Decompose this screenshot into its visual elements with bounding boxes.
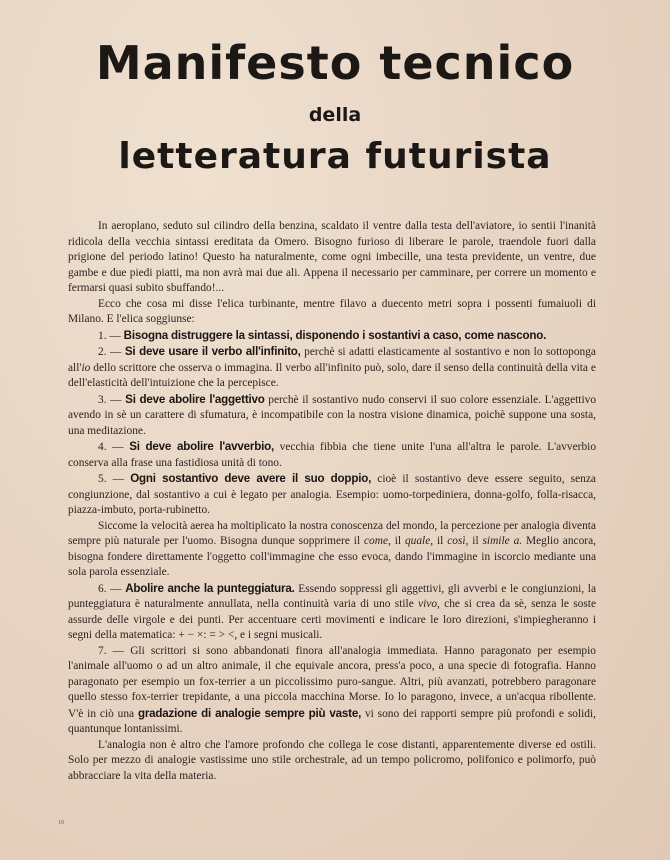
manifesto-body: [68, 219, 596, 784]
italic-run: simile a.: [482, 535, 523, 547]
paragraph-analogia: L'analogia non è altro che l'amore profondo che collega le cose distanti, apparentemente diverse ed ostili. Solo per mezzo di analogie vastissime uno stile orchestrale, ad un tempo policromo, polifonico e polimorfo, può abbracciare la vita della materia.: [68, 738, 596, 782]
rule-3: [68, 392, 596, 440]
rule-text: perchè si adatti elasticamente al sostantivo e non lo sottoponga all': [68, 346, 596, 374]
rule-text: Gli scrittori si sono abbandonati finora all'analogia immediata. Hanno paragonato per esempio l'animale all'uomo o ad un altro animale, il che equivale ancora, press'a poco, a una specie di fotografia. Hanno paragonato per esempio un fox-terrier a un piccolissimo puro-sangue. Altri, più avanzati, potrebbero paragonare quello stesso fox-terrier trepidante, a una piccola macchina Morse. Io lo paragono, invece, a un'acqua ribollente. V'è in ciò una: [68, 644, 596, 720]
rule-number: 2. —: [98, 346, 122, 358]
paragraph-intro: In aeroplano, seduto sul cilindro della benzina, scaldato il ventre dalla testa dell'aviatore, io sentii l'inanità ridicola della vecchia sintassi ereditata da Omero. Bisogno furioso di liberare le parole, traendole fuori dalla prigione del periodo latino! Questo ha naturalmente, come ogni imbecille, una testa previdente, un ventre, due gambe e due piedi piatti, ma non avrà mai due ali. Appena il necessario per camminare, per correre un momento e fermarsi quasi subito sbuffando!...: [68, 220, 596, 294]
rule-text: cioè il sostantivo deve essere seguito, senza congiunzione, dal sostantivo a cui è legato per analogia. Esempio: uomo-torpediniera, donna-golfo, folla-risacca, piazza-imbuto, porta-rubinetto.: [68, 473, 596, 516]
text-run: Siccome la velocità aerea ha moltiplicato la nostra conoscenza del mondo, la percezione per analogia diventa sempre più naturale per l'uomo. Bisogna dunque sopprimere il: [68, 519, 596, 547]
rule-7: [68, 644, 596, 738]
rule-heading: Si deve abolire l'aggettivo: [125, 392, 265, 406]
paragraph-elica: Ecco che cosa mi disse l'elica turbinante, mentre filavo a duecento metri sopra i possenti fumaiuoli di Milano. E l'elica soggiunse:: [68, 297, 596, 325]
rule-number: 6. —: [98, 582, 122, 595]
rule-heading: Si deve abolire l'avverbio,: [129, 440, 275, 453]
title-line-1: Manifesto tecnico: [95, 36, 575, 90]
rule-text: dello scrittore che osserva o immagina. Il verbo all'infinito può, solo, dare il senso della continuità della vita e dell'elasticità dell'intuizione che la percepisce.: [68, 361, 596, 389]
rule-number: 3. —: [98, 393, 122, 406]
text-run: Meglio ancora, bisogna fondere direttamente l'oggetto coll'immagine che esso evoca, dando l'immagine in iscorcio mediante una sola parola essenziale.: [68, 535, 596, 578]
rule-2: [68, 344, 596, 392]
rule-6: [68, 581, 596, 644]
rule-number: 5. —: [98, 473, 125, 485]
rule-text: che si crea da sè, senza le soste assurde delle virgole e dei punti. Per accentuare certi movimenti e indicare le loro direzioni, s'impiegheranno i segni della matematica: + − ×: = > <, e i segni musicali.: [68, 598, 596, 641]
rule-text: vecchia fibbia che tiene unite l'una all'altra le parole. L'avverbio conserva alla frase una fastidiosa unità di tono.: [68, 441, 597, 469]
rule-text: vi sono dei rapporti sempre più profondi e solidi, quantunque lontanissimi.: [68, 707, 596, 735]
rule-number: 1. —: [98, 329, 121, 342]
title-line-2: della: [308, 104, 362, 126]
rule-heading: Ogni sostantivo deve avere il suo doppio,: [130, 472, 372, 485]
footer-mark: 10: [58, 820, 64, 826]
paragraph-velocita: [68, 519, 596, 581]
rule-1: [68, 328, 596, 345]
rule-5: [68, 471, 596, 519]
rule-4: [68, 439, 596, 471]
italic-run: quale,: [404, 535, 434, 547]
rule-number: 7. —: [98, 644, 125, 657]
rule-text: perchè il sostantivo nudo conservi il suo colore essenziale. L'aggettivo avendo in sè un carattere di sfumatura, è incompatibile con la nostra visione dinamica, poichè suppone una sosta, una meditazione.: [68, 393, 597, 437]
rule-number: 4. —: [98, 441, 124, 453]
rule-italic: vivo,: [418, 598, 440, 610]
rule-italic: io: [81, 361, 91, 374]
text-run: il: [468, 535, 483, 547]
italic-run: così,: [447, 535, 469, 547]
text-run: il: [433, 535, 448, 547]
text-run: il: [390, 535, 405, 547]
italic-run: come,: [364, 535, 391, 547]
rule-heading: Abolire anche la punteggiatura.: [125, 581, 295, 595]
rule-heading: Bisogna distruggere la sintassi, disponendo i sostantivi a caso, come nascono.: [123, 328, 547, 342]
rule-heading: gradazione di analogie sempre più vaste,: [137, 706, 362, 720]
rule-text: Essendo soppressi gli aggettivi, gli avverbi e le congiunzioni, la punteggiatura è naturalmente annullata, nella continuità varia di uno stile: [68, 582, 596, 610]
rule-heading: Si deve usare il verbo all'infinito,: [124, 345, 301, 358]
title-line-3: letteratura futurista: [118, 136, 552, 177]
